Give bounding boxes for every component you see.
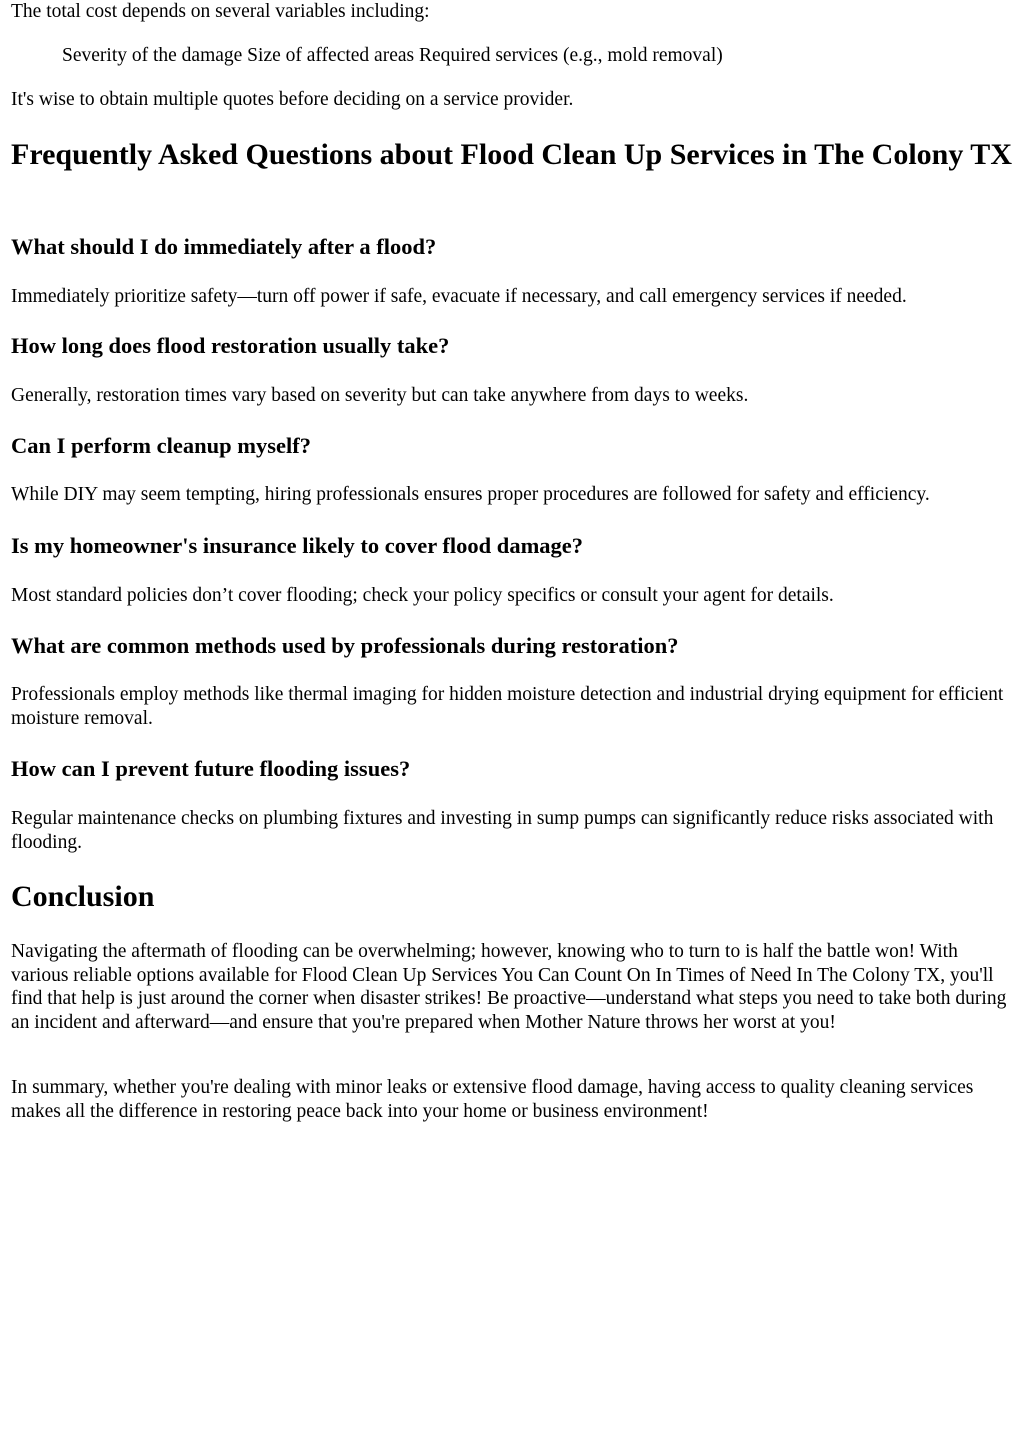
faq-question-6: How can I prevent future flooding issues? (11, 756, 411, 781)
faq-answer-2: Generally, restoration times vary based on severity but can take anywhere from days to weeks. (11, 385, 749, 406)
conclusion-paragraph-1: Navigating the aftermath of flooding can be overwhelming; however, knowing who to turn to is half the battle won! With various reliable options available for Flood Clean Up Services You Can Count On In Times of Need In The Colony TX, you'll find that help is just around the corner when disaster strikes! Be proactive—understand what steps you need to take both during an incident and afterward—and ensure that you're prepared when Mother Nature throws her worst at you! (11, 941, 1007, 1033)
conclusion-paragraph-2: In summary, whether you're dealing with minor leaks or extensive flood damage, having access to quality cleaning services makes all the difference in restoring peace back into your home or business environment! (11, 1077, 974, 1122)
intro-text: The total cost depends on several variables including: (11, 1, 430, 22)
faq-answer-5: Professionals employ methods like thermal imaging for hidden moisture detection and industrial drying equipment for efficient moisture removal. (11, 684, 1004, 729)
faq-question-4: Is my homeowner's insurance likely to cover flood damage? (11, 533, 584, 558)
faq-answer-3: While DIY may seem tempting, hiring professionals ensures proper procedures are followed for safety and efficiency. (11, 484, 930, 505)
faq-question-1: What should I do immediately after a flood? (11, 234, 437, 259)
advice-text: It's wise to obtain multiple quotes before deciding on a service provider. (11, 89, 574, 110)
faq-heading: Frequently Asked Questions about Flood Clean Up Services in The Colony TX (11, 138, 1012, 171)
faq-question-2: How long does flood restoration usually take? (11, 333, 450, 358)
faq-answer-4: Most standard policies don’t cover flooding; check your policy specifics or consult your agent for details. (11, 585, 834, 606)
conclusion-heading: Conclusion (11, 880, 155, 913)
faq-answer-6: Regular maintenance checks on plumbing fixtures and investing in sump pumps can significantly reduce risks associated with flooding. (11, 808, 994, 853)
faq-answer-1: Immediately prioritize safety—turn off power if safe, evacuate if necessary, and call emergency services if needed. (11, 286, 907, 307)
faq-question-5: What are common methods used by professionals during restoration? (11, 633, 679, 658)
variables-list: Severity of the damage Size of affected areas Required services (e.g., mold removal) (62, 45, 723, 66)
faq-question-3: Can I perform cleanup myself? (11, 433, 311, 458)
